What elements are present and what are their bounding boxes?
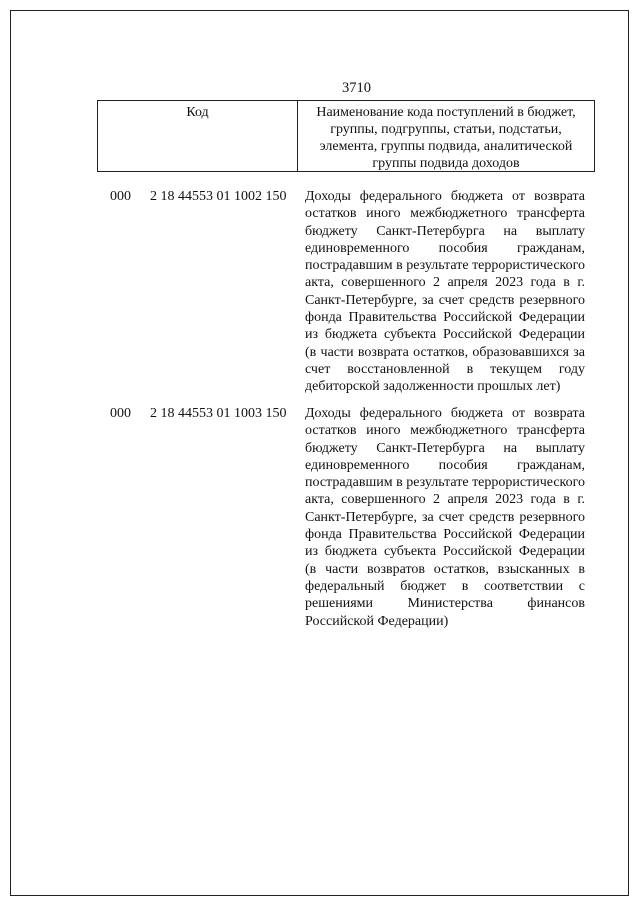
row-income-code: 2 18 44553 01 1003 150 xyxy=(150,406,287,421)
page-number: 3710 xyxy=(342,80,371,96)
table-header xyxy=(97,100,595,172)
row-admin-code: 000 xyxy=(110,406,131,421)
row-description: Доходы федерального бюджета от возврата остатков иного межбюджетного трансферта бюджету Санкт-Петербурга на выплату единовременного пособия гражданам, пострадавшим в результате террористического акта, совершенного 2 апреля 2023 года в г. Санкт-Петербурге, за счет средств резервного фонда Правительства Российской Федерации из бюджета субъекта Российской Федерации (в части возврата остатков, образовавшихся за счет восстановленной в текущем году дебиторской задолженности прошлых лет) xyxy=(305,189,586,395)
row-description: Доходы федерального бюджета от возврата остатков иного межбюджетного трансферта бюджету Санкт-Петербурга на выплату единовременного пособия гражданам, пострадавшим в результате террористического акта, совершенного 2 апреля 2023 года в г. Санкт-Петербурге, за счет средств резервного фонда Правительства Российской Федерации из бюджета субъекта Российской Федерации (в части возвратов остатков, взысканных в федеральный бюджет в соответствии с решениями Министерства финансов Российской Федерации) xyxy=(305,406,586,629)
header-code-column: Код xyxy=(98,101,298,171)
header-name-column: Наименование кода поступлений в бюджет, группы, подгруппы, статьи, подстатьи, элемента, группы подвида, аналитической группы подвида доходов xyxy=(316,105,576,171)
row-income-code: 2 18 44553 01 1002 150 xyxy=(150,189,287,204)
row-admin-code: 000 xyxy=(110,189,131,204)
